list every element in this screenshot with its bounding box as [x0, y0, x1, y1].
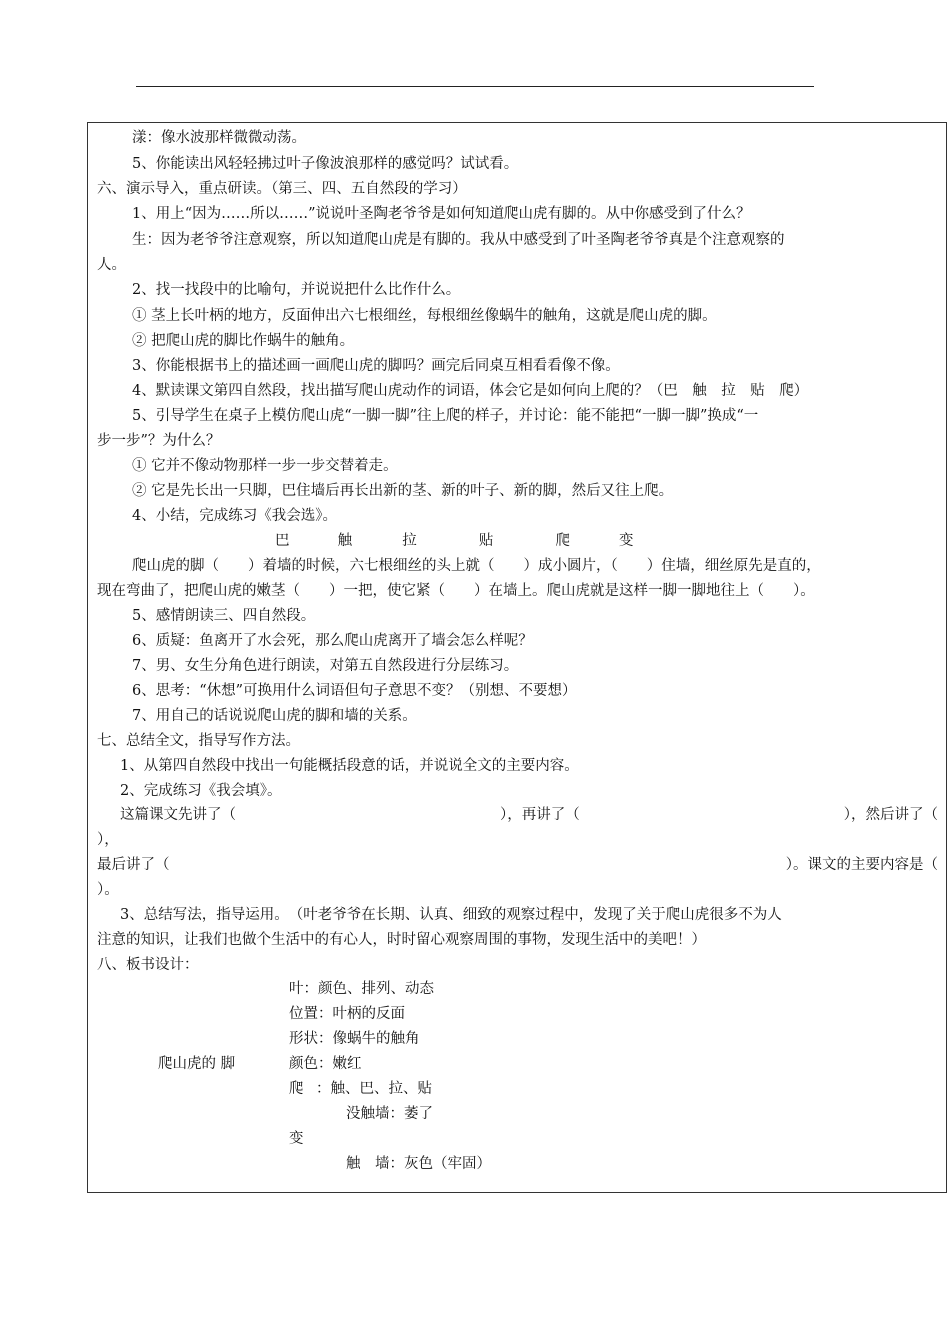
- board-item: 形状：像蜗牛的触角: [289, 1031, 420, 1047]
- text-line: ① 茎上长叶柄的地方，反面伸出六七根细丝，每根细丝像蜗牛的触角，这就是爬山虎的脚。: [132, 308, 717, 324]
- text-line: 4、小结，完成练习《我会选》。: [132, 508, 337, 524]
- section-heading: 八、板书设计：: [97, 957, 199, 973]
- text-line: 6、思考：“休想”可换用什么词语但句子意思不变？（别想、不要想）: [132, 683, 577, 699]
- text-line: 步一步”？为什么？: [97, 433, 221, 449]
- text-line: ② 把爬山虎的脚比作蜗牛的触角。: [132, 333, 355, 349]
- choice-word: 巴: [275, 533, 290, 549]
- text-line: ② 它是先长出一只脚，巴住墙后再长出新的茎、新的叶子、新的脚，然后又往上爬。: [132, 483, 674, 499]
- text-line: 2、完成练习《我会填》。: [120, 783, 282, 799]
- text-line: 人。: [97, 257, 126, 273]
- text-line: 漾：像水波那样微微动荡。: [132, 130, 306, 146]
- text-line: 5、感情朗读三、四自然段。: [132, 608, 316, 624]
- text-line: 现在弯曲了，把爬山虎的嫩茎（ ）一把，使它紧（ ）在墙上。爬山虎就是这样一脚一脚地往上（ ）。: [97, 583, 815, 599]
- section-heading: 七、总结全文，指导写作方法。: [97, 733, 300, 749]
- board-item-climb-label: 爬: [289, 1081, 304, 1097]
- fill-segment: ）。课文的主要内容是（: [785, 857, 938, 873]
- choice-word: 爬: [555, 533, 570, 549]
- header-rule: [136, 86, 814, 87]
- fill-segment: 这篇课文先讲了（: [120, 807, 236, 823]
- fill-blank-line: [97, 855, 938, 875]
- board-main-topic: 爬山虎的 脚: [158, 1056, 236, 1072]
- text-line: ），: [97, 832, 119, 848]
- text-line: 5、引导学生在桌子上模仿爬山虎“一脚一脚”往上爬的样子，并讨论：能不能把“一脚一脚”换成“一: [132, 408, 759, 424]
- fill-segment: 最后讲了（: [97, 857, 170, 873]
- board-item: 颜色：嫩红: [289, 1056, 362, 1072]
- board-item: ：触、巴、拉、贴: [316, 1081, 432, 1097]
- choice-word: 变: [619, 533, 634, 549]
- text-line: 1、从第四自然段中找出一句能概括段意的话，并说说全文的主要内容。: [120, 758, 579, 774]
- text-line: 7、男、女生分角色进行朗读，对第五自然段进行分层练习。: [132, 658, 519, 674]
- text-line: 3、你能根据书上的描述画一画爬山虎的脚吗？画完后同桌互相看看像不像。: [132, 358, 620, 374]
- text-line: 1、用上“因为……所以……”说说叶圣陶老爷爷是如何知道爬山虎有脚的。从中你感受到了什么？: [132, 206, 751, 222]
- text-line: ）。: [97, 882, 119, 898]
- text-line: 5、你能读出风轻轻拂过叶子像波浪那样的感觉吗？试试看。: [132, 156, 519, 172]
- fill-segment: ），然后讲了（: [843, 807, 938, 823]
- board-item-change-label: 变: [289, 1131, 304, 1147]
- text-line: 生：因为老爷爷注意观察，所以知道爬山虎是有脚的。我从中感受到了叶圣陶老爷爷真是个注意观察的: [132, 232, 785, 248]
- choice-word: 触: [337, 533, 353, 549]
- text-line: 7、用自己的话说说爬山虎的脚和墙的关系。: [132, 708, 417, 724]
- text-line: 6、质疑：鱼离开了水会死，那么爬山虎离开了墙会怎么样呢？: [132, 633, 533, 649]
- text-line: 3、总结写法，指导运用。 （叶老爷爷在长期、认真、细致的观察过程中，发现了关于爬山虎很多不为人: [120, 907, 782, 923]
- board-item: 叶：颜色、排列、动态: [289, 981, 434, 997]
- text-line: 2、找一找段中的比喻句，并说说把什么比作什么。: [132, 282, 461, 298]
- board-item: 位置：叶柄的反面: [289, 1006, 405, 1022]
- text-line: 注意的知识，让我们也做个生活中的有心人，时时留心观察周围的事物，发现生活中的美吧！）: [97, 932, 706, 948]
- text-line: ① 它并不像动物那样一步一步交替着走。: [132, 458, 398, 474]
- word-choices: [275, 531, 634, 551]
- fill-segment: ），再讲了（: [500, 807, 580, 823]
- board-subitem: 没触墙：萎了: [346, 1106, 433, 1122]
- text-line: 4、默读课文第四自然段，找出描写爬山虎动作的词语，体会它是如何向上爬的？（巴 触 拉 贴 爬）: [132, 383, 809, 399]
- text-line: 爬山虎的脚（ ）着墙的时候，六七根细丝的头上就（ ）成小圆片，（ ）住墙，细丝原先是直的，: [132, 558, 821, 574]
- board-subitem: 触 墙：灰色（牢固）: [346, 1156, 491, 1172]
- choice-word: 贴: [478, 533, 494, 549]
- fill-blank-line: [120, 805, 938, 825]
- choice-word: 拉: [402, 533, 417, 549]
- section-heading: 六、演示导入，重点研读。（第三、四、五自然段的学习）: [97, 181, 467, 197]
